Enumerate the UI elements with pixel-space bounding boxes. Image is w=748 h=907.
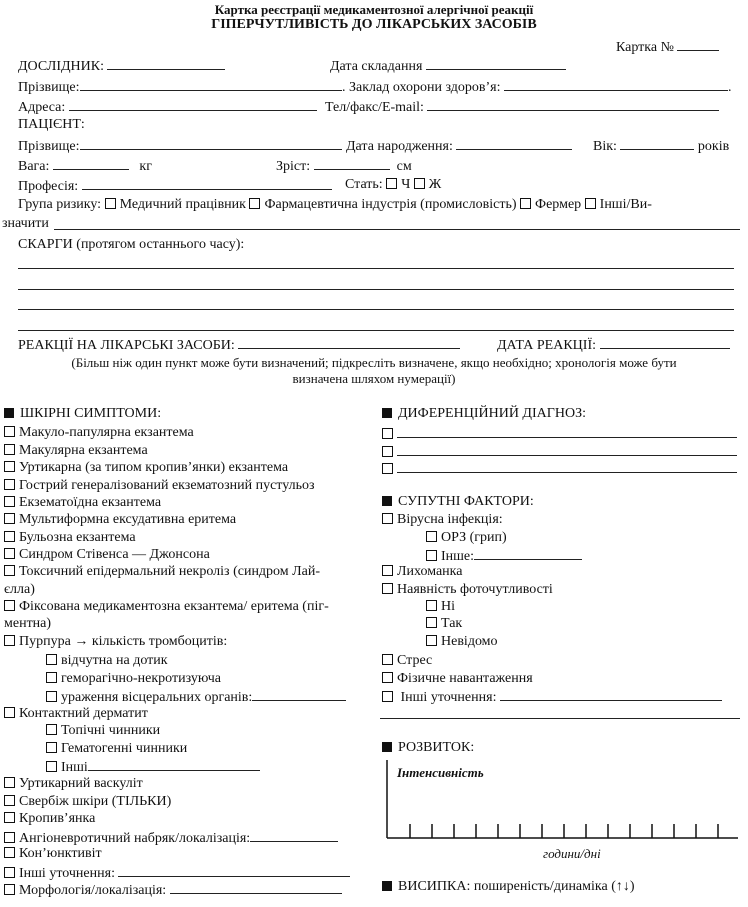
- development-heading: РОЗВИТОК:: [382, 740, 474, 756]
- weight-field[interactable]: [53, 157, 129, 170]
- checkbox-icon: [4, 884, 15, 895]
- skin-item[interactable]: Макуло-папулярна екзантема: [4, 425, 194, 441]
- checkbox-icon: [4, 707, 15, 718]
- checkbox-icon: [382, 654, 393, 665]
- skin-item[interactable]: Інші уточнення:: [4, 864, 350, 882]
- checkbox-icon: [4, 777, 15, 788]
- photo-sub-item[interactable]: Ні: [426, 599, 455, 615]
- factors-heading: СУПУТНІ ФАКТОРИ:: [382, 494, 534, 510]
- checkbox-icon: [4, 867, 15, 878]
- checkbox-icon: [4, 548, 15, 559]
- height-field[interactable]: [314, 157, 390, 170]
- skin-item[interactable]: Кон’юнктивіт: [4, 846, 102, 862]
- viral-other-field[interactable]: [474, 547, 582, 560]
- form-subtitle: ГІПЕРЧУТЛИВІСТЬ ДО ЛІКАРСЬКИХ ЗАСОБІВ: [211, 17, 537, 32]
- skin-item[interactable]: Екзематоїдна екзантема: [4, 495, 161, 511]
- reactions-heading: РЕАКЦІЇ НА ЛІКАРСЬКІ ЗАСОБИ:: [18, 336, 460, 354]
- reactions-note-line1: (Більш ніж один пункт може бути визначений; підкресліть визначене, якщо необхідно; хронологія може бути: [71, 355, 677, 370]
- purpura-sub-item[interactable]: геморагічно-некротизуюча: [46, 671, 221, 687]
- complaints-line-1[interactable]: [18, 268, 734, 269]
- checkbox-icon: [426, 531, 437, 542]
- checkbox-icon: [4, 600, 15, 611]
- checkbox-icon: [426, 617, 437, 628]
- investigator-field[interactable]: [107, 57, 225, 70]
- factor-viral[interactable]: Вірусна інфекція:: [382, 512, 503, 528]
- reaction-date-field[interactable]: [600, 336, 730, 349]
- checkbox-icon: [46, 761, 57, 772]
- skin-item[interactable]: Мультиформна ексудативна еритема: [4, 512, 236, 528]
- skin-item[interactable]: Синдром Стівенса — Джонсона: [4, 547, 210, 563]
- checkbox-icon: [426, 635, 437, 646]
- birth-date-field[interactable]: [456, 137, 572, 150]
- patient-heading: ПАЦІЄНТ:: [18, 117, 85, 132]
- factor-fever[interactable]: Лихоманка: [382, 564, 462, 580]
- checkbox-icon: [4, 461, 15, 472]
- risk-farmer-checkbox[interactable]: [520, 198, 531, 209]
- checkbox-icon: [4, 565, 15, 576]
- photo-sub-item[interactable]: Так: [426, 616, 462, 632]
- profession-field[interactable]: [82, 177, 332, 190]
- profession-label: Професія:: [18, 177, 332, 195]
- sex-f-checkbox[interactable]: [414, 178, 425, 189]
- factor-photo[interactable]: Наявність фоточутливості: [382, 582, 553, 598]
- checkbox-icon: [46, 724, 57, 735]
- form-title: Картка реєстрації медикаментозної алергічної реакції: [214, 2, 534, 17]
- contact-sub-item[interactable]: Топічні чинники: [46, 723, 160, 739]
- skin-item[interactable]: Свербіж шкіри (ТІЛЬКИ): [4, 794, 171, 810]
- morphology-field[interactable]: [170, 881, 342, 894]
- rash-heading: ВИСИПКА: поширеність/динаміка (↑↓): [382, 879, 635, 895]
- contact-sub-item[interactable]: Інші: [46, 758, 260, 776]
- skin-item[interactable]: Кропив’янка: [4, 811, 95, 827]
- checkbox-icon: [382, 428, 393, 439]
- factor-other-line[interactable]: [380, 718, 740, 719]
- section-marker-icon: [382, 742, 392, 752]
- skin-item[interactable]: Уртикарний васкуліт: [4, 776, 143, 792]
- skin-item-fixed[interactable]: Фіксована медикаментозна екзантема/ еритема (піг-: [4, 599, 329, 615]
- compile-date-field[interactable]: [426, 57, 566, 70]
- viral-sub-item[interactable]: ОРЗ (грип): [426, 530, 507, 546]
- skin-item-fixed-cont: ментна): [4, 616, 52, 631]
- checkbox-icon: [382, 513, 393, 524]
- reaction-date-label: ДАТА РЕАКЦІЇ:: [497, 336, 730, 354]
- differential-field[interactable]: [397, 443, 737, 456]
- differential-item[interactable]: [382, 443, 737, 461]
- checkbox-icon: [4, 496, 15, 507]
- card-number-field[interactable]: [677, 38, 719, 51]
- section-marker-icon: [4, 408, 14, 418]
- intensity-axis-label: Інтенсивність: [397, 765, 484, 780]
- skin-item[interactable]: Морфологія/локалізація:: [4, 881, 342, 899]
- checkbox-icon: [382, 672, 393, 683]
- contacts-label: Тел/факс/E-mail:: [325, 98, 719, 116]
- checkbox-icon: [4, 479, 15, 490]
- contacts-field[interactable]: [427, 98, 719, 111]
- checkbox-icon: [382, 565, 393, 576]
- skin-other-field[interactable]: [118, 864, 350, 877]
- visceral-field[interactable]: [252, 688, 346, 701]
- weight-label: Вага: кг: [18, 159, 152, 174]
- investigator-surname-label: Прізвище:: [18, 78, 342, 96]
- skin-item[interactable]: Макулярна екзантема: [4, 443, 148, 459]
- patient-surname-field[interactable]: [80, 137, 342, 150]
- complaints-line-2[interactable]: [18, 289, 734, 290]
- checkbox-icon: [4, 513, 15, 524]
- viral-sub-item[interactable]: Інше:: [426, 547, 582, 565]
- risk-medical-checkbox[interactable]: [105, 198, 116, 209]
- purpura-sub-item[interactable]: ураження вісцеральних органів:: [46, 688, 346, 706]
- skin-heading: ШКІРНІ СИМПТОМИ:: [4, 406, 161, 422]
- birth-date-label: Дата народження:: [346, 137, 572, 155]
- skin-item-ten-cont: єлла): [4, 582, 35, 597]
- height-label: Зріст: см: [276, 159, 412, 174]
- facility-label: . Заклад охорони здоров’я: .: [342, 80, 732, 95]
- factor-other-field[interactable]: [500, 688, 722, 701]
- checkbox-icon: [426, 550, 437, 561]
- checkbox-icon: [4, 812, 15, 823]
- risk-other-checkbox[interactable]: [585, 198, 596, 209]
- risk-pharma-checkbox[interactable]: [249, 198, 260, 209]
- reactions-field[interactable]: [238, 336, 460, 349]
- checkbox-icon: [4, 635, 15, 646]
- risk-other-field[interactable]: [54, 229, 740, 230]
- address-label: Адреса:: [18, 98, 317, 116]
- sex-m-checkbox[interactable]: [386, 178, 397, 189]
- compile-date-label: Дата складання: [330, 57, 566, 75]
- photo-sub-item[interactable]: Невідомо: [426, 634, 498, 650]
- sex-label: Стать: Ч Ж: [345, 177, 442, 192]
- differential-item[interactable]: [382, 460, 737, 478]
- risk-group-cont: значити: [2, 216, 49, 231]
- risk-group-row: Група ризику: Медичний працівник Фармацевтична індустрія (промисловість) Фермер Інші/Ви-: [18, 197, 652, 212]
- skin-item[interactable]: Ангіоневротичний набряк/локалізація:: [4, 829, 338, 847]
- investigator-heading: ДОСЛІДНИК:: [18, 57, 225, 75]
- checkbox-icon: [4, 847, 15, 858]
- checkbox-icon: [426, 600, 437, 611]
- checkbox-icon: [4, 795, 15, 806]
- facility-field[interactable]: [504, 78, 728, 91]
- differential-field[interactable]: [397, 460, 737, 473]
- skin-item[interactable]: Гострий генералізований екзематозний пустульоз: [4, 478, 315, 494]
- contact-other-field[interactable]: [88, 758, 260, 771]
- checkbox-icon: [46, 691, 57, 702]
- checkbox-icon: [4, 531, 15, 542]
- card-number-label: Картка №: [616, 38, 719, 56]
- purpura-sub-item[interactable]: відчутна на дотик: [46, 653, 168, 669]
- checkbox-icon: [46, 742, 57, 753]
- section-marker-icon: [382, 408, 392, 418]
- age-field[interactable]: [620, 137, 694, 150]
- age-label: Вік: років: [593, 139, 730, 154]
- contact-sub-item[interactable]: Гематогенні чинники: [46, 741, 187, 757]
- checkbox-icon: [382, 583, 393, 594]
- skin-item[interactable]: Бульозна екзантема: [4, 530, 136, 546]
- checkbox-icon: [382, 446, 393, 457]
- checkbox-icon: [4, 426, 15, 437]
- investigator-surname-field[interactable]: [80, 78, 342, 91]
- complaints-heading: СКАРГИ (протягом останнього часу):: [18, 237, 245, 252]
- checkbox-icon: [4, 444, 15, 455]
- complaints-line-3[interactable]: [18, 309, 734, 310]
- differential-item[interactable]: [382, 425, 737, 443]
- complaints-line-4[interactable]: [18, 330, 734, 331]
- factor-stress[interactable]: Стрес: [382, 653, 432, 669]
- section-marker-icon: [382, 496, 392, 506]
- address-field[interactable]: [69, 98, 317, 111]
- time-axis-label: години/дні: [543, 846, 601, 861]
- skin-item-purpura[interactable]: Пурпура → кількість тромбоцитів:: [4, 634, 227, 650]
- section-marker-icon: [382, 881, 392, 891]
- skin-item[interactable]: Уртикарна (за типом кропив’янки) екзантема: [4, 460, 288, 476]
- checkbox-icon: [46, 654, 57, 665]
- angioedema-field[interactable]: [250, 829, 338, 842]
- development-graph[interactable]: [380, 758, 742, 842]
- checkbox-icon: [382, 691, 393, 702]
- reactions-note-line2: визначена шляхом нумерації): [292, 371, 456, 386]
- skin-item-ten[interactable]: Токсичний епідермальний некроліз (синдром Лай-: [4, 564, 320, 580]
- patient-surname-label: Прізвище:: [18, 137, 342, 155]
- skin-item-contact[interactable]: Контактний дерматит: [4, 706, 148, 722]
- factor-other[interactable]: Інші уточнення:: [382, 688, 722, 706]
- checkbox-icon: [4, 832, 15, 843]
- checkbox-icon: [46, 672, 57, 683]
- differential-field[interactable]: [397, 425, 737, 438]
- checkbox-icon: [382, 463, 393, 474]
- factor-exercise[interactable]: Фізичне навантаження: [382, 671, 533, 687]
- differential-heading: ДИФЕРЕНЦІЙНИЙ ДІАГНОЗ:: [382, 406, 586, 422]
